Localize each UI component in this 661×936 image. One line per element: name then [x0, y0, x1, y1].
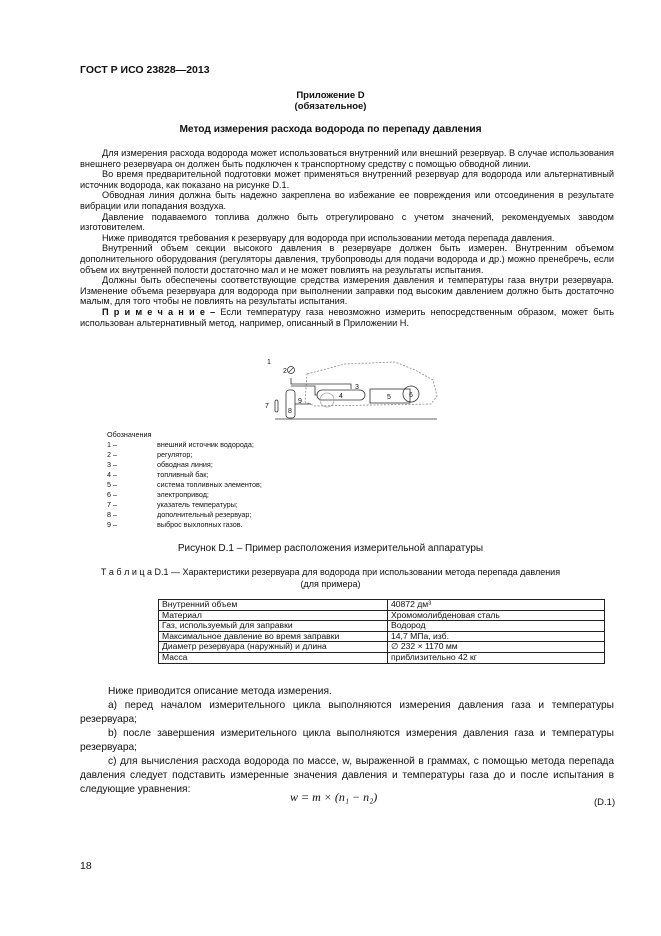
figure-label: 4	[339, 393, 343, 400]
annex-title: Приложение D	[296, 90, 365, 101]
figure-legend	[107, 430, 262, 530]
bypass-line	[291, 378, 351, 389]
legend-item: 9 – выброс выхлопных газов.	[107, 520, 243, 529]
method-item: с) для вычисления расхода водорода по массе, w, выраженной в граммах, с помощью метода перепада давления следует подставить измеренные значения давления и температуры газа до и после испытания в следующие уравнения:	[80, 756, 614, 795]
table-row: Газ, используемый для заправки Водород	[159, 621, 605, 632]
legend-title: Обозначения	[107, 430, 152, 439]
paragraph: Давление подаваемого топлива должно быть отрегулировано с учетом значений, рекомендуемых заводом изготовителем.	[80, 211, 614, 233]
legend-item: 8 – дополнительный резервуар;	[107, 510, 252, 519]
note-text: Если температуру газа невозможно измерить непосредственным образом, может быть использован альтернативный метод, например, описанный в Приложении Н.	[80, 306, 615, 328]
document-header: ГОСТ Р ИСО 23828—2013	[80, 64, 210, 76]
intro-paragraphs	[80, 148, 614, 328]
legend-item: 5 – система топливных элементов;	[107, 480, 262, 489]
table-caption-label: Т а б л и ц а D.1	[100, 567, 169, 577]
figure-caption: Рисунок D.1 – Пример расположения измерительной аппаратуры	[177, 543, 484, 554]
table-row: Максимальное давление во время заправки 14,7 МПа, изб.	[159, 631, 605, 642]
figure-diagram	[255, 356, 445, 426]
equation-number: (D.1)	[594, 797, 616, 808]
legend-item: 6 – электропривод;	[107, 490, 209, 499]
table-row: Масса приблизительно 42 кг	[159, 652, 605, 663]
paragraph: Должны быть обеспечены соответствующие средства измерения давления и температуры газа внутри резервуара. Изменение объема резервуара для водорода при выполнении заправки под высоким давлением должно быть достаточно малым, для того чтобы не повлиять на результаты испытания.	[80, 275, 614, 307]
figure-label: 9	[298, 398, 302, 405]
equation: w = m × (n₁ − n₂)	[290, 790, 378, 804]
annex-subtitle: (обязательное)	[294, 101, 367, 112]
table-caption	[0, 567, 661, 577]
method-intro: Ниже приводится описание метода измерения.	[108, 686, 332, 697]
page-number: 18	[80, 860, 92, 872]
table-row: Внутренний объем 40872 дм³	[159, 600, 605, 611]
paragraph: Для измерения расхода водорода может использоваться внутренний или внешний резервуар. В случае использования внешнего резервуара он должен быть подключен к транспортному средству с помощью обводной линии.	[80, 148, 614, 169]
figure-label: 5	[387, 394, 391, 401]
figure-label: 2	[283, 368, 287, 375]
figure-label: 7	[265, 403, 269, 410]
legend-item: 2 – регулятор;	[107, 450, 193, 459]
legend-item: 4 – топливный бак;	[107, 470, 209, 479]
table-caption-line2: (для примера)	[300, 579, 361, 589]
table-row: Материал Хромомолибденовая сталь	[159, 610, 605, 621]
tank-characteristics-table	[158, 599, 605, 664]
method-description	[80, 685, 614, 797]
method-item: b) после завершения измерительного цикла выполняются измерения давления газа и температуры резервуара;	[80, 728, 614, 753]
note	[80, 307, 614, 328]
legend-item: 1 – внешний источник водорода;	[107, 440, 254, 449]
legend-item: 3 – обводная линия;	[107, 460, 213, 469]
table-caption-text: — Характеристики резервуара для водорода при использовании метода перепада давления	[171, 567, 561, 577]
note-label: П р и м е ч а н и е –	[102, 306, 216, 317]
paragraph: Обводная линия должна быть надежно закреплена во избежание ее повреждения или отсоединения в результате вибрации или попадания воздуха.	[80, 190, 614, 211]
thermometer-shape	[275, 400, 278, 412]
paragraph: Внутренний объем секции высокого давления в резервуаре должен быть измерен. Внутренним объемом дополнительного оборудования (регуляторы давления, трубопроводы для подачи водорода и др.) можно пренебречь, если объем их внутренней полости достаточно мал и не может повлиять на результаты испытания.	[80, 243, 614, 275]
figure-label: 8	[288, 408, 292, 415]
method-item: а) перед началом измерительного цикла выполняются измерения давления газа и температуры резервуара;	[80, 700, 614, 725]
figure-label: 6	[409, 392, 413, 399]
paragraph: Ниже приводятся требования к резервуару для водорода при использовании метода перепада давления.	[102, 232, 555, 243]
figure-label: 3	[355, 384, 359, 391]
legend-item: 7 – указатель температуры;	[107, 500, 238, 509]
paragraph: Во время предварительной подготовки может применяться внутренний резервуар для водорода или альтернативный источник водорода, как показано на рисунке D.1.	[80, 169, 614, 190]
table-row: Диаметр резервуара (наружный) и длина ∅ 232 × 1170 мм	[159, 642, 605, 653]
figure-label: 1	[267, 359, 271, 366]
section-title: Метод измерения расхода водорода по перепаду давления	[179, 124, 482, 135]
